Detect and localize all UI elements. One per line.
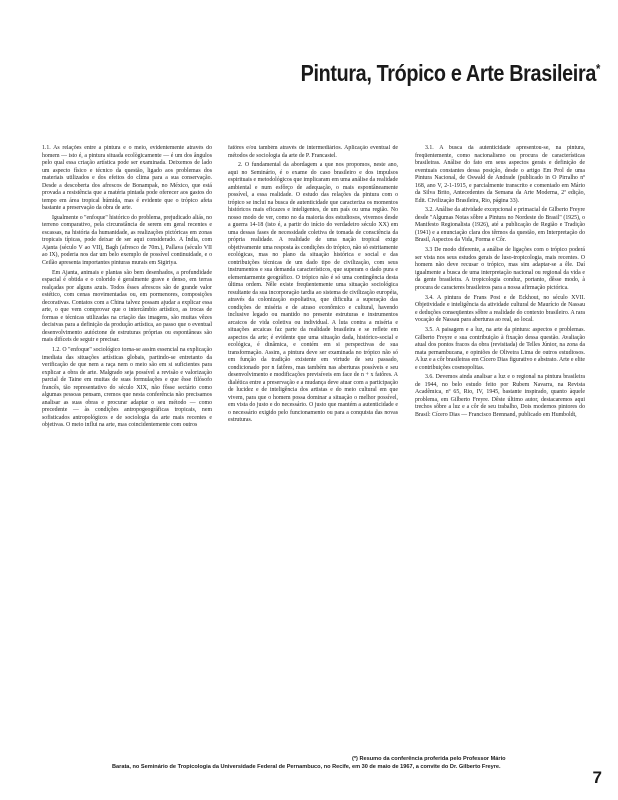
paragraph: 1.1. As relações entre a pintura e o meio, evidentemente através do homem — isto é, a pintura situada ecològicamente — é um dos ângulos pelo qual essa criação artística pode ser examinada. Deixemos de lado um aspecto físico e técnico da questão, ligado aos problemas dos materiais utilizados e dos efeitos do clima para a sua conservação. Desde a descoberta dos afrescos de Bonampak, no México, que está provada a resistência que a matéria pintada pode oferecer aos gastos do tempo em área tropical húmida, mas é evidente que o trópico afeta bastante a preservação da obra de arte. <box>42 145 212 211</box>
page-number: 7 <box>592 768 602 787</box>
paragraph: fatôres e/ou também através de intermediários. Aplicação eventual de métodos de sociologia da arte de P. Francastel. <box>228 145 398 159</box>
paragraph: 3.1. A busca da autenticidade apresentou-se, na pintura, freqüentemente, como nacionalismo ou procura de características brasileiras. Análise do fato em seus aspectos gerais e definição de eventuais constantes dessa posição, desde o artigo Em Prol de uma Pintura Nacional, de Oswald de Andrade (publicado in O Pirralho nº 168, ano V, 2-1-1915, e parcialmente transcrito e comentado em Mário da Silva Brito, Antecedentes da Semana da Arte Moderna, 2ª edição, Edit. Civilização Brasileira, Rio, página 33). <box>415 145 585 204</box>
paragraph: 3.2. Análise da atividade excepcional e primacial de Gilberto Freyre desde "Algumas Notas sôbre a Pintura no Nordeste do Brasil" (1925), o Manifesto Regionalista (1926), até a publicação de Região e Tradição (1941) e a enunciação clara dos têrmos da questão, em Interpretação do Brasil, Aspectos da Vida, Forma e Côr. <box>415 207 585 244</box>
footnote-line: Barata, no Seminário de Tropicologia da Universidade Federal de Pernambuco, no Recife, em 30 de maio de 1967, a convite do Dr. Gilberto Freyre. <box>112 764 501 770</box>
paragraph: 1.2. O "enfoque" sociológico torna-se assim essencial na explicação imediata das situações artísticas globais, partindo-se entretanto da verificação de que nem a raça nem o meio são em si suficientes para explicar a obra de arte. Malgrado seja possível a revisão e valorização parcial de Taine em muitas de suas formulações e que êsse filósofo francês, tão representativo do século XIX, não fôsse sectário como algumas pessoas pensam, cremos que nesta conferência não precisamos analisar as suas obras e procurar adaptar o seu método — como precedente — às condições antropogeográficas tropicais, nem sofisticados antropológicos e de sociologia da arte mais recentes e objetivas. O meio influi na arte, mas coincidentemente com outros <box>42 347 212 429</box>
paragraph: Em Ajanta, animais e plantas são bem desenhados, a profundidade espacial é obtida e o colorido é geralmente grave e denso, em terras realçadas por alguns azuis. Todos êsses afrescos são de grande valor estético, com cenas movimentadas ou, em pormenores, composições decorativas. Contatos com a China talvez possam ajudar a explicar essa arte, o que vem comprovar que o intercâmbio artístico, as trocas de formas e técnicas utilizadas na criação das imagens, são muitas vêzes decisivas para a definição da produção artística, ao passo que o eventual desenvolvimento autóctone de estruturas próprias ou espontâneas são mais difíceis de seguir e precisar. <box>42 269 212 344</box>
article-title <box>290 62 600 85</box>
title-footnote-mark: * <box>595 61 600 76</box>
text-column-3 <box>415 145 585 735</box>
footnote-line: (*) Resumo da conferência proferida pelo Professor Mário <box>352 756 506 762</box>
paragraph: 3.6. Devemos ainda analisar a luz e o regional na pintura brasileira de 1944, no belo estudo feito por Rubem Navarra, na Revista Acadêmica, nº 65, Rio, IV, 1945, bastante inspirado, quanto àquele problema, em Gilberto Freyre. Dêste último autor, destacaremos aqui trechos sôbre a luz e a côr de seu trabalho, Dois modernos pintores do Brasil: Cícero Dias — Francisco Brennand, publicado em Humboldt, <box>415 374 585 418</box>
paragraph: Igualmente o "enfoque" histórico do problema, prejudicado aliás, no terreno comparativo, pela circunstância de serem em geral recentes e escassas, na história da humanidade, as realizações pictóricas em zonas tropicais típicas, pode deixar de ser aqui considerado. A Índia, com Ajanta (século V ao VII), Bagh (afresco de 70m.), Pallava (século VII ao IX), poderia nos dar um belo exemplo de possível continuidade, e o Ceilão apresenta importantes pinturas murais em Sigiriya. <box>42 214 212 266</box>
text-column-1 <box>42 145 212 735</box>
text-column-2 <box>228 145 398 735</box>
paragraph: 3.5. A paisagem e a luz, na arte da pintura: aspectos e problemas. Gilberto Freyre e sua contribuição à fixação dessa questão. Avaliação atual dos pontos fracos da obra (revisitada) de Telles Júnior, na zona da mata pernambucana, e opiniões de Oliveira Lima de outros estudiosos. A luz e a côr brasileiras em Cícero Dias figurativo e abstrato. Arte e elite e contribuições cosmopolitas. <box>415 327 585 371</box>
footnote <box>112 755 602 771</box>
paragraph: 3.4. A pintura de Frans Post e de Eckhout, no século XVII. Objetividade e inteligência da atividade cultural de Maurício de Nassau e deduções conseqüentes sôbre a realidade do contexto brasileiro. A rara vocação de Nassau para aberturas ao real, ao local. <box>415 294 585 324</box>
paragraph: 2. O fundamental da abordagem a que nos propomos, neste ano, aqui no Seminário, é o exame do caso brasileiro e dos impulsos espirituais e metodológicos que implicaram em uma análise da realidade ambiental e num esfôrço de adequação, o mais espontâneamente possível, a essa realidade. O estudo das relações da pintura com o trópico se inclui na busca de autenticidade que caracteriza os momentos históricos mais eficazes e inteligentes, de um país ou uma região. No nosso modo de ver, como no da maioria dos estudiosos, vivemos desde a guerra 14-18 (isto é, a partir do início do verdadeiro século XX) em uma dessas fases de necessidade coletiva de tomada de consciência da própria realidade. A realidade de uma nação tropical exige objetivamente uma resposta às condições do trópico, não só estritamente ecológicas, mas no plano da situação histórica e social e das contribuições técnicas de um dado tipo de civilização, com seus instrumentos e sua demanda característicos, que superam o dado pura e elementarmente geográfico. O trópico não é só uma contingência desta última ordem. Nêle existe freqüentemente uma situação sociológica resultante da sua incorporação tardia ao sistema de civilização européia, através da colonização espoliativa, que dificulta a superação das condições de miséria e de atraso econômico e cultural, havendo inclusive legado ou mantido no presente estruturas e instrumentos arcaicos de vida coletiva ou individual. A luta contra a miséria e situações arcaicas faz parte da realidade brasileira e se reflete em aspectos da arte; é evidente que uma situação dada, histórico-social e ecológica, é dinâmica, e contém em si perspectivas de sua transformação. Assim, a pintura deve ser examinada no trópico não só em função da tradição existente em virtude de seu passado, condicionado por n fatôres, mas também nas aberturas possíveis e seu desenvolvimento e modificações previsíveis em face de n + x fatôres. A dialética entre a preservação e a mudança deve atuar com a participação de lucidez e de inteligência dos artistas e do meio cultural em que vivem, para que o homem possa dominar a situação o melhor possível, em vista do justo e do necessário. O justo que mantém a autenticidade e o necessário exigido pelo funcionamento ou para a conquista das novas estruturas. <box>228 162 398 424</box>
paragraph: 3.3 De modo diferente, a análise de ligações com o trópico poderá ser vista nos seus estudos gerais de luso-tropicologia, mais recentes. O homem não deve recusar o trópico, mas sim adaptar-se a êle. Daí igualmente a busca de uma interpretação nacional ou regional da vida e da gente brasileira. A tropicologia conduz, portanto, dêsse modo, à procura de caracteres brasileiros para a nossa afirmação pictórica. <box>415 247 585 291</box>
article-title-text: Pintura, Trópico e Arte Brasileira <box>300 60 596 86</box>
